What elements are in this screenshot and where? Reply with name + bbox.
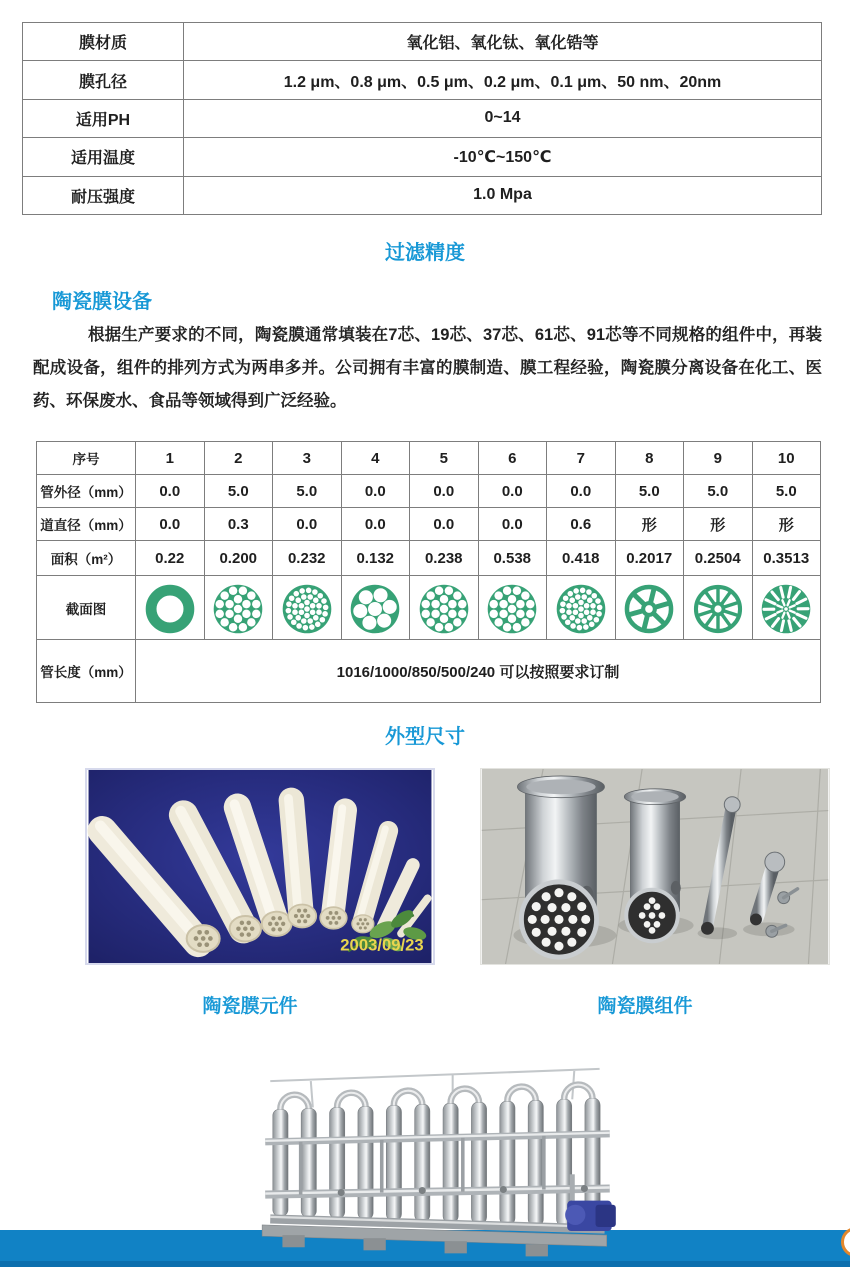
spec-row <box>23 61 822 99</box>
module-index-label: 序号 <box>37 442 136 475</box>
module-value-cell: 0.232 <box>273 541 342 576</box>
module-length-row <box>37 640 821 703</box>
top-rails <box>270 1069 599 1108</box>
cross-section-cell <box>615 576 684 640</box>
membrane-equipment-photo <box>250 1040 630 1262</box>
cross-section-slots-16 <box>759 582 813 636</box>
module-value-cell: 0.0 <box>136 508 205 541</box>
spec-row <box>23 176 822 214</box>
spec-label: 适用PH <box>23 99 184 137</box>
cross-section-holes-19 <box>417 582 471 636</box>
spec-value: 氧化铝、氧化钛、氧化锆等 <box>184 23 822 61</box>
membrane-elements-illustration <box>87 770 433 963</box>
ceramic-membrane-modules-photo <box>480 768 830 965</box>
module-index-cell: 4 <box>341 442 410 475</box>
module-index-cell: 10 <box>752 442 821 475</box>
filtration-precision-heading: 过滤精度 <box>385 242 465 264</box>
cross-section-holes-7 <box>348 582 402 636</box>
spec-row <box>23 138 822 176</box>
spec-label: 膜材质 <box>23 23 184 61</box>
cross-section-holes-19 <box>211 582 265 636</box>
module-section-row <box>37 576 821 640</box>
left-photo-caption: 陶瓷膜元件 <box>202 996 298 1017</box>
module-data-row <box>37 541 821 576</box>
module-value-cell: 0.418 <box>547 541 616 576</box>
module-length-label: 管长度（mm） <box>37 640 136 703</box>
module-value-cell: 0.22 <box>136 541 205 576</box>
module-value-cell: 0.0 <box>410 475 479 508</box>
module-index-cell: 3 <box>273 442 342 475</box>
cross-section-holes-19 <box>485 582 539 636</box>
module-value-cell: 5.0 <box>273 475 342 508</box>
spec-row <box>23 23 822 61</box>
module-value-cell: 0.0 <box>273 508 342 541</box>
module-cylinder-medium <box>624 789 685 941</box>
module-index-cell: 2 <box>204 442 273 475</box>
module-value-cell: 0.3 <box>204 508 273 541</box>
cross-section-wheel-6 <box>622 582 676 636</box>
module-data-row <box>37 475 821 508</box>
cross-section-wheel-10 <box>691 582 745 636</box>
cross-section-cell <box>752 576 821 640</box>
module-value-cell: 0.0 <box>341 508 410 541</box>
spec-value: 0~14 <box>184 99 822 137</box>
module-index-cell: 1 <box>136 442 205 475</box>
membrane-module-table <box>36 441 821 703</box>
module-value-cell: 0.0 <box>341 475 410 508</box>
spec-value: -10℃~150℃ <box>184 138 822 176</box>
cross-section-cell <box>478 576 547 640</box>
module-value-cell: 形 <box>615 508 684 541</box>
module-section-label: 截面图 <box>37 576 136 640</box>
cross-section-cell <box>341 576 410 640</box>
module-value-cell: 0.0 <box>410 508 479 541</box>
cross-section-cell <box>204 576 273 640</box>
module-value-cell: 形 <box>752 508 821 541</box>
module-row-label: 管外径（mm） <box>37 475 136 508</box>
cross-section-holes-37 <box>554 582 608 636</box>
membrane-spec-table <box>22 22 822 215</box>
module-data-row <box>37 508 821 541</box>
module-value-cell: 形 <box>684 508 753 541</box>
cross-section-cell <box>547 576 616 640</box>
ceramic-membrane-equipment-heading: 陶瓷膜设备 <box>52 291 152 313</box>
module-index-cell: 7 <box>547 442 616 475</box>
spec-label: 适用温度 <box>23 138 184 176</box>
ceramic-membrane-elements-photo <box>85 768 435 965</box>
spec-value: 1.2 μm、0.8 μm、0.5 μm、0.2 μm、0.1 μm、50 nm、20nm <box>184 61 822 99</box>
module-value-cell: 5.0 <box>204 475 273 508</box>
spec-value: 1.0 Mpa <box>184 176 822 214</box>
cross-section-holes-37 <box>280 582 334 636</box>
module-value-cell: 0.6 <box>547 508 616 541</box>
module-row-label: 道直径（mm） <box>37 508 136 541</box>
cross-section-cell <box>273 576 342 640</box>
spec-row <box>23 99 822 137</box>
module-index-cell: 8 <box>615 442 684 475</box>
cross-section-cell <box>410 576 479 640</box>
module-value-cell: 5.0 <box>684 475 753 508</box>
module-length-value: 1016/1000/850/500/240 可以按照要求订制 <box>136 640 821 703</box>
module-value-cell: 0.238 <box>410 541 479 576</box>
module-index-cell: 9 <box>684 442 753 475</box>
spec-label: 膜孔径 <box>23 61 184 99</box>
module-value-cell: 0.538 <box>478 541 547 576</box>
cross-section-cell <box>684 576 753 640</box>
date-stamp: 2003/09/23 <box>340 935 424 955</box>
module-value-cell: 0.2504 <box>684 541 753 576</box>
cross-section-ring <box>143 582 197 636</box>
module-value-cell: 0.0 <box>136 475 205 508</box>
membrane-equipment-illustration <box>250 1040 630 1262</box>
right-photo-caption: 陶瓷膜组件 <box>597 996 693 1017</box>
module-index-cell: 5 <box>410 442 479 475</box>
module-value-cell: 0.0 <box>478 508 547 541</box>
cross-section-cell <box>136 576 205 640</box>
module-value-cell: 5.0 <box>752 475 821 508</box>
module-value-cell: 0.3513 <box>752 541 821 576</box>
module-value-cell: 0.132 <box>341 541 410 576</box>
module-index-cell: 6 <box>478 442 547 475</box>
spec-table-body <box>23 23 822 215</box>
module-table-body <box>37 442 821 703</box>
module-value-cell: 0.200 <box>204 541 273 576</box>
membrane-housings <box>273 1098 600 1226</box>
membrane-modules-illustration <box>481 769 829 964</box>
module-value-cell: 5.0 <box>615 475 684 508</box>
spec-label: 耐压强度 <box>23 176 184 214</box>
module-value-cell: 0.2017 <box>615 541 684 576</box>
equipment-description-paragraph: 根据生产要求的不同，陶瓷膜通常填装在7芯、19芯、37芯、61芯、91芯等不同规格的组件中，再装配成设备，组件的排列方式为两串多并。公司拥有丰富的膜制造、膜工程经验，陶瓷膜分离设备在化工、医药、环保废水、食品等领域得到广泛经验。 <box>33 326 822 410</box>
module-value-cell: 0.0 <box>478 475 547 508</box>
module-cylinder-large <box>517 776 604 957</box>
module-value-cell: 0.0 <box>547 475 616 508</box>
module-row-label: 面积（m²） <box>37 541 136 576</box>
module-header-row <box>37 442 821 475</box>
u-bend-pipes <box>280 1085 592 1110</box>
outline-dimensions-heading: 外型尺寸 <box>385 726 465 748</box>
